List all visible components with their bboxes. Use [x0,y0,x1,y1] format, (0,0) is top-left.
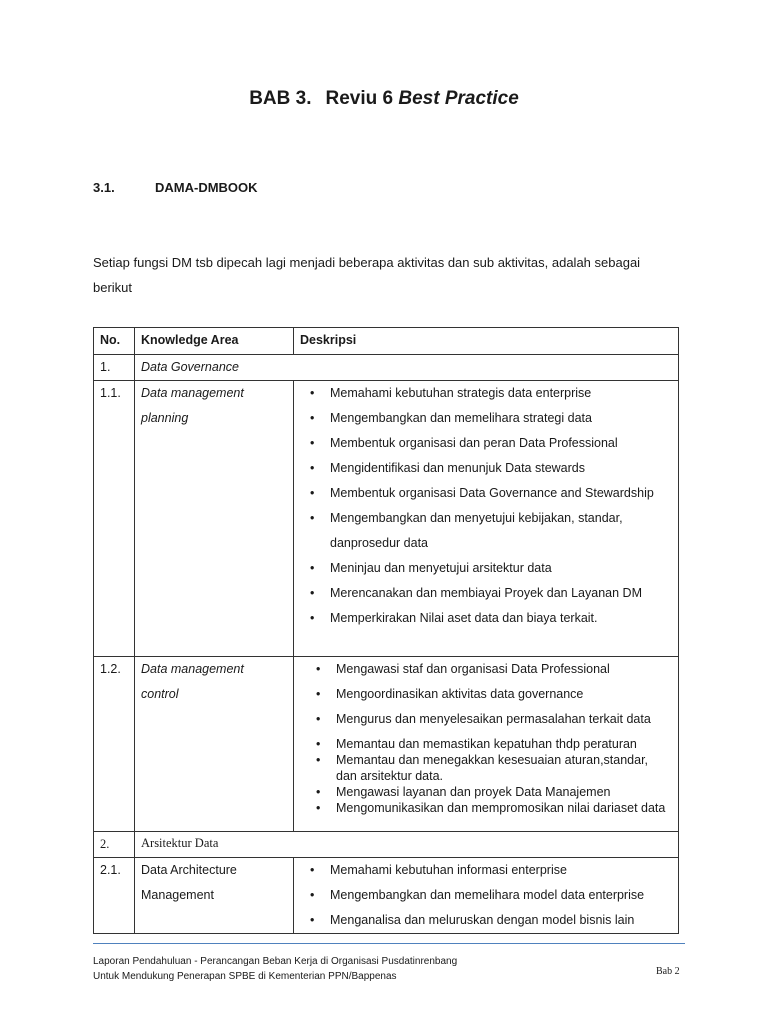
row-number: 1.1. [94,381,135,657]
knowledge-area-table [93,327,679,934]
list-item: • Mengurus dan menyelesaikan permasalahan terkait data [312,707,672,732]
chapter-title-italic: Best Practice [398,88,519,109]
row-description [294,381,679,657]
footer-divider [93,943,685,944]
header-no: No. [94,328,135,355]
row-knowledge-area [135,355,679,381]
row-description [294,657,679,832]
knowledge-area-name: Arsitektur Data [141,836,219,850]
list-item: • Mengidentifikasi dan menunjuk Data stewards [306,456,672,481]
list-item-text: Mengembangkan dan menyetujui kebijakan, standar, [330,511,623,525]
table-row [94,832,679,858]
list-item: • Menganalisa dan meluruskan dengan model bisnis lain [306,908,672,933]
list-item: • Memahami kebutuhan informasi enterprise [306,858,672,883]
row-number: 1. [94,355,135,381]
section-number: 3.1. [93,180,115,195]
table-row [94,657,679,832]
knowledge-area-name-line: planning [141,411,189,425]
intro-line-1: Setiap fungsi DM tsb dipecah lagi menjadi beberapa aktivitas dan sub aktivitas, adalah sebagai [93,255,641,270]
list-item: • Mengawasi staf dan organisasi Data Professional [312,657,672,682]
row-number: 2.1. [94,858,135,934]
list-item: • Merencanakan dan membiayai Proyek dan Layanan DM [306,581,672,606]
list-item: • Membentuk organisasi dan peran Data Professional [306,431,672,456]
table-header-row [94,328,679,355]
row-number: 1.2. [94,657,135,832]
list-item: • Membentuk organisasi Data Governance and Stewardship [306,481,672,506]
list-item: • Mengomunikasikan dan mempromosikan nilai dariaset data [312,800,672,816]
list-item: • Meninjau dan menyetujui arsitektur data [306,556,672,581]
list-item: • Mengawasi layanan dan proyek Data Manajemen [312,784,672,800]
description-list-compact [306,736,672,816]
footer-text [93,954,457,984]
chapter-title [0,88,768,110]
chapter-title-text: Reviu 6 [325,88,399,109]
list-item [306,506,672,556]
intro-paragraph [93,250,673,300]
list-item: • Mengembangkan dan memelihara model data enterprise [306,883,672,908]
header-knowledge-area: Knowledge Area [135,328,294,355]
intro-line-2: berikut [93,280,133,295]
footer-page-number: Bab 2 [656,966,680,977]
footer-line-2: Untuk Mendukung Penerapan SPBE di Kementerian PPN/Bappenas [93,971,397,982]
section-title: DAMA-DMBOOK [155,180,258,195]
list-item: • Mengoordinasikan aktivitas data governance [312,682,672,707]
knowledge-area-name-line: Management [141,888,214,902]
list-item: • Memahami kebutuhan strategis data enterprise [306,381,672,406]
header-deskripsi: Deskripsi [294,328,679,355]
row-knowledge-area [135,858,294,934]
description-list [300,381,672,631]
list-item: • Memantau dan memastikan kepatuhan thdp peraturan [312,736,672,752]
knowledge-area-name-line: control [141,687,179,701]
list-item: • Memantau dan menegakkan kesesuaian aturan,standar, dan arsitektur data. [312,752,672,784]
knowledge-area-name-line: Data management [141,662,244,676]
list-item: • Mengembangkan dan memelihara strategi data [306,406,672,431]
description-list [306,657,672,732]
knowledge-area-name-line: Data management [141,386,244,400]
knowledge-area-name-line: Data Architecture [141,863,237,877]
table-row [94,355,679,381]
list-item-continuation: danprosedur data [330,536,428,550]
row-knowledge-area [135,832,679,858]
list-item: • Memperkirakan Nilai aset data dan biaya terkait. [306,606,672,631]
row-description [294,858,679,934]
footer-line-1: Laporan Pendahuluan - Perancangan Beban Kerja di Organisasi Pusdatinrenbang [93,956,458,967]
row-knowledge-area [135,381,294,657]
row-knowledge-area [135,657,294,832]
description-list [300,858,672,933]
section-heading [93,180,258,195]
table-row [94,858,679,934]
table-row [94,381,679,657]
row-number: 2. [94,832,135,858]
knowledge-area-name: Data Governance [141,360,239,374]
chapter-number: BAB 3. [249,88,312,109]
